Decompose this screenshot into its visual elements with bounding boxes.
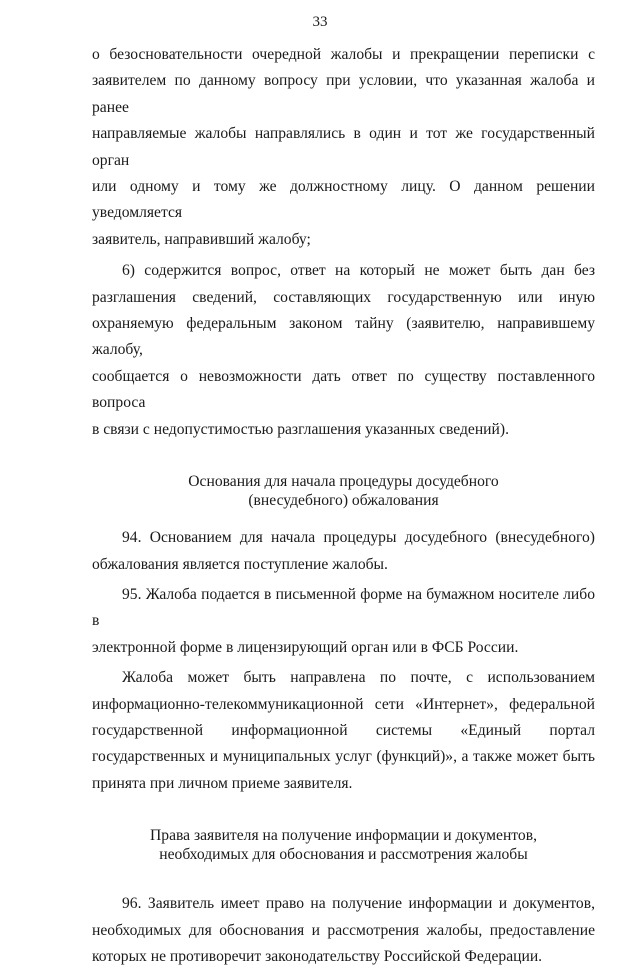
paragraph-94 — [92, 525, 595, 578]
paragraph-95-continued — [92, 665, 595, 797]
paragraph-item-6 — [92, 258, 595, 443]
document-body — [92, 42, 595, 970]
text-line: в связи с недопустимостью разглашения указанных сведений). — [92, 420, 509, 438]
paragraph-96 — [92, 891, 595, 970]
heading-line: (внесудебного) обжалования — [248, 492, 439, 510]
text-line: государственной информационной системы «Единый портал — [92, 721, 595, 739]
text-line: которых не противоречит законодательству Российской Федерации. — [92, 947, 543, 965]
text-line: 94. Основанием для начала процедуры досудебного (внесудебного) — [122, 529, 595, 547]
paragraph-95 — [92, 582, 595, 661]
heading-line: необходимых для обоснования и рассмотрения жалобы — [159, 846, 528, 864]
text-line: охраняемую федеральным законом тайну (заявителю, направившему жалобу, — [92, 315, 595, 359]
text-line: или одному и тому же должностному лицу. О данном решении уведомляется — [92, 178, 595, 222]
text-line: электронной форме в лицензирующий орган или в ФСБ России. — [92, 638, 519, 656]
text-line: принята при личном приеме заявителя. — [92, 774, 353, 792]
paragraph-continuation — [92, 42, 595, 253]
text-line: 6) содержится вопрос, ответ на который не может быть дан без — [122, 262, 595, 280]
text-line: заявитель, направивший жалобу; — [92, 230, 311, 248]
text-line: заявителем по данному вопросу при условии, что указанная жалоба и ранее — [92, 72, 595, 116]
page-number: 33 — [312, 14, 328, 30]
text-line: информационно-телекоммуникационной сети «Интернет», федеральной — [92, 695, 595, 713]
section-heading — [92, 826, 595, 864]
text-line: 95. Жалоба подается в письменной форме на бумажном носителе либо в — [92, 585, 595, 630]
text-line: о безосновательности очередной жалобы и прекращении переписки с — [92, 46, 595, 63]
heading-line: Права заявителя на получение информации и документов, — [150, 827, 537, 845]
text-line: 96. Заявитель имеет право на получение информации и документов, — [122, 895, 595, 913]
text-line: Жалоба может быть направлена по почте, с использованием — [122, 669, 595, 687]
text-line: сообщается о невозможности дать ответ по существу поставленного вопроса — [92, 367, 595, 412]
text-line: направляемые жалобы направлялись в один и тот же государственный орган — [92, 125, 595, 169]
heading-line: Основания для начала процедуры досудебного — [188, 473, 499, 491]
text-line: разглашения сведений, составляющих государственную или иную — [92, 288, 595, 306]
section-heading — [92, 472, 595, 510]
text-line: государственных и муниципальных услуг (функций)», а также может быть — [92, 748, 595, 766]
text-line: обжалования является поступление жалобы. — [92, 555, 388, 573]
text-line: необходимых для обоснования и рассмотрения жалобы, предоставление — [92, 921, 595, 939]
